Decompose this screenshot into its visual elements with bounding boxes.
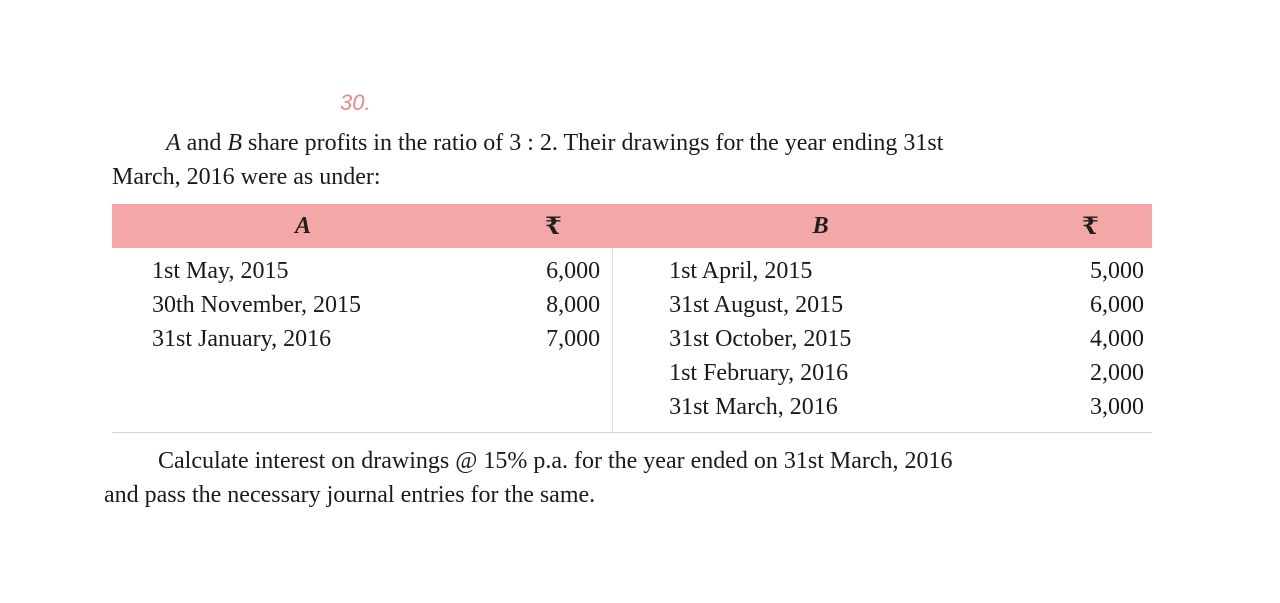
intro-line-2: March, 2016 were as under:	[112, 164, 381, 190]
header-currency-a: ₹	[494, 204, 613, 248]
b-amount: 3,000	[1090, 394, 1144, 420]
b-amounts	[1029, 248, 1152, 433]
b-amount: 5,000	[1090, 258, 1144, 284]
question-number: 30.	[340, 90, 371, 115]
closing-line-2: and pass the necessary journal entries for the same.	[104, 482, 596, 508]
intro-text-and: and	[180, 130, 228, 156]
table-header-row	[112, 204, 1152, 248]
a-amount: 7,000	[546, 326, 601, 352]
a-amount: 6,000	[546, 258, 601, 284]
header-currency-b: ₹	[1029, 204, 1152, 248]
intro-line-1	[112, 126, 1152, 160]
a-date: 30th November, 2015	[152, 292, 362, 318]
b-date: 31st March, 2016	[669, 394, 838, 420]
drawings-table	[112, 204, 1152, 433]
intro-text-rest: share profits in the ratio of 3 : 2. Their drawings for the year ending 31st	[242, 130, 944, 156]
closing-line-1: Calculate interest on drawings @ 15% p.a. for the year ended on 31st March, 2016	[158, 448, 953, 474]
a-amounts	[494, 248, 613, 433]
header-partner-b: B	[613, 204, 1029, 248]
a-amount: 8,000	[546, 292, 601, 318]
a-date: 31st January, 2016	[152, 326, 332, 352]
a-date: 1st May, 2015	[152, 258, 289, 284]
partner-b-name: B	[227, 130, 242, 156]
b-amount: 6,000	[1090, 292, 1144, 318]
question-closing	[104, 444, 1164, 512]
partner-a-name: A	[166, 130, 181, 156]
b-date: 1st April, 2015	[669, 258, 813, 284]
b-dates	[613, 248, 1029, 433]
a-dates	[112, 248, 494, 433]
header-partner-a: A	[112, 204, 494, 248]
b-date: 31st October, 2015	[669, 326, 852, 352]
b-date: 31st August, 2015	[669, 292, 844, 318]
b-amount: 4,000	[1090, 326, 1144, 352]
table-row	[112, 248, 1152, 433]
question-intro	[112, 126, 1152, 194]
b-date: 1st February, 2016	[669, 360, 849, 386]
b-amount: 2,000	[1090, 360, 1144, 386]
